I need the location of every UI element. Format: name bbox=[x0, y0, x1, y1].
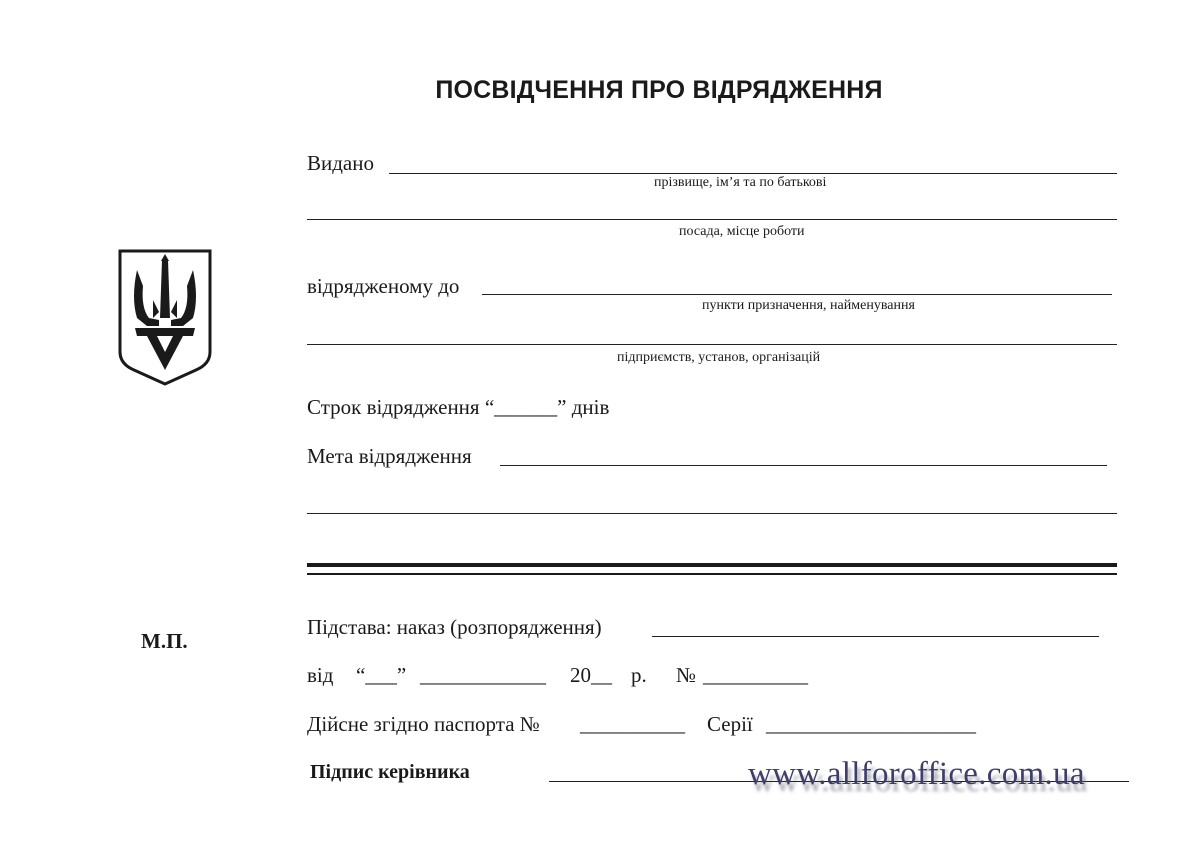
passport-number-blank[interactable]: __________ bbox=[580, 712, 685, 736]
purpose-label: Мета відрядження bbox=[307, 444, 472, 468]
date-day-blank[interactable]: “___” bbox=[356, 663, 407, 687]
date-year[interactable]: 20__ bbox=[570, 663, 612, 687]
date-year-suffix: р. bbox=[631, 663, 647, 687]
separator-thin bbox=[307, 573, 1117, 575]
passport-series-label: Серії bbox=[707, 712, 753, 736]
term-suffix: днів bbox=[571, 395, 610, 419]
purpose-input-line-2[interactable] bbox=[307, 513, 1117, 514]
page-title: ПОСВІДЧЕННЯ ПРО ВІДРЯДЖЕННЯ bbox=[435, 76, 883, 104]
stamp-label: М.П. bbox=[141, 629, 188, 653]
date-label: від bbox=[307, 663, 334, 687]
issued-caption: прізвище, ім’я та по батькові bbox=[654, 175, 827, 190]
sent-to-label: відрядженому до bbox=[307, 274, 460, 298]
issued-label: Видано bbox=[307, 151, 374, 175]
purpose-input-line[interactable] bbox=[500, 465, 1107, 466]
basis-input-line[interactable] bbox=[652, 636, 1099, 637]
orgs-caption: підприємств, установ, організацій bbox=[617, 350, 821, 365]
watermark: www.allforoffice.com.ua bbox=[748, 756, 1085, 792]
order-number-blank[interactable]: __________ bbox=[703, 663, 808, 687]
position-input-line[interactable] bbox=[307, 219, 1117, 220]
position-caption: посада, місце роботи bbox=[679, 224, 805, 239]
trident-coat-of-arms-icon bbox=[117, 248, 213, 391]
term-field bbox=[307, 394, 609, 420]
passport-label: Дійсне згідно паспорта № bbox=[307, 712, 540, 736]
issued-input-line[interactable] bbox=[389, 173, 1117, 174]
separator-thick bbox=[307, 563, 1117, 567]
date-month-blank[interactable]: ____________ bbox=[420, 663, 546, 687]
sent-to-input-line[interactable] bbox=[482, 294, 1112, 295]
sent-to-caption: пункти призначення, найменування bbox=[702, 298, 915, 313]
orgs-input-line[interactable] bbox=[307, 344, 1117, 345]
order-number-sign: № bbox=[676, 663, 697, 687]
signature-label: Підпис керівника bbox=[310, 761, 470, 783]
basis-label: Підстава: наказ (розпорядження) bbox=[307, 615, 602, 639]
term-days-blank[interactable]: “______” bbox=[484, 395, 567, 419]
term-prefix: Строк відрядження bbox=[307, 395, 480, 419]
passport-series-blank[interactable]: ____________________ bbox=[766, 712, 976, 736]
